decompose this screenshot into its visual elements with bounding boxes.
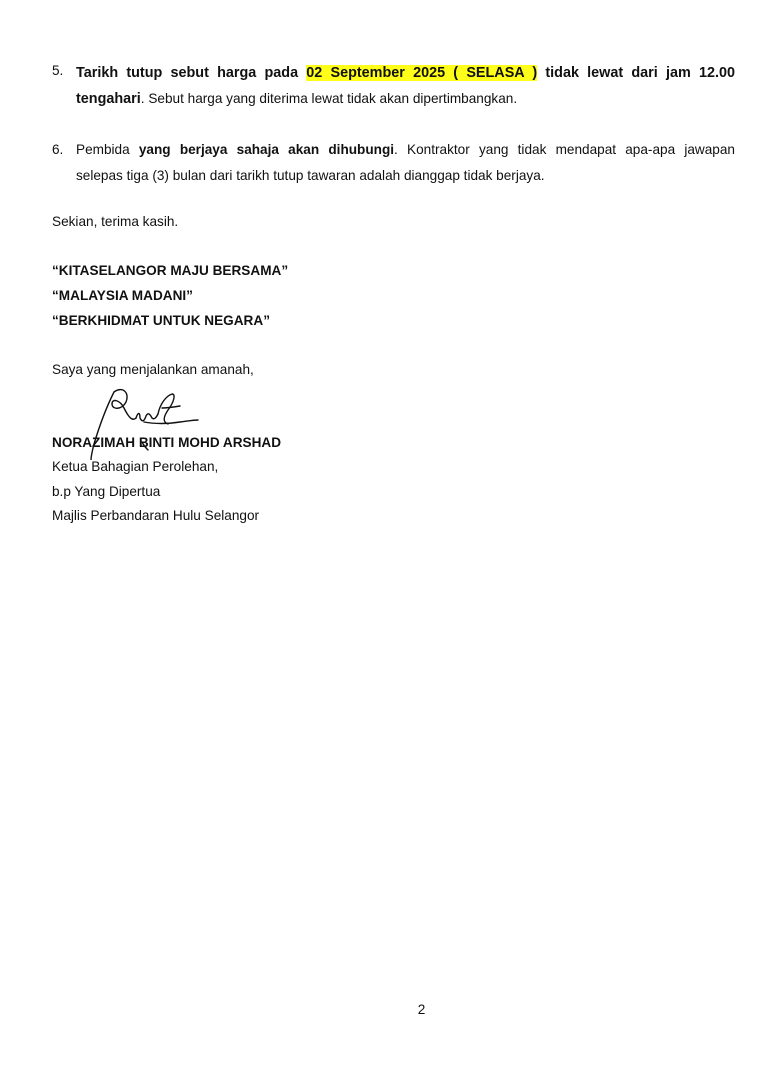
item-5-deadline: tidak lewat dari jam 12.00: [537, 65, 735, 81]
item-6-bold: yang berjaya sahaja akan dihubungi: [138, 142, 395, 157]
slogan-1: “KITASELANGOR MAJU BERSAMA”: [52, 263, 289, 278]
item-5-lead: Tarikh tutup sebut harga pada: [76, 65, 307, 81]
item-6: [52, 137, 735, 189]
signatory-on-behalf: b.p Yang Dipertua: [52, 484, 161, 499]
slogan-3: “BERKHIDMAT UNTUK NEGARA”: [52, 313, 270, 328]
item-5: [52, 60, 735, 112]
item-6-number: 6.: [52, 142, 64, 157]
item-5-tengahari: tengahari: [76, 91, 141, 107]
signatory-name: NORAZIMAH BINTI MOHD ARSHAD: [52, 435, 282, 450]
item-5-rest: . Sebut harga yang diterima lewat tidak akan dipertimbangkan.: [140, 91, 518, 106]
item-6-line-1: [76, 137, 735, 163]
item-6-lead: Pembida: [76, 142, 139, 157]
item-5-line-2: [76, 86, 735, 112]
item-5-line-1: [76, 60, 735, 86]
closing-text: Sekian, terima kasih.: [52, 214, 179, 229]
signoff-text: Saya yang menjalankan amanah,: [52, 362, 254, 377]
signatory-organization: Majlis Perbandaran Hulu Selangor: [52, 508, 260, 523]
item-6-line-2: selepas tiga (3) bulan dari tarikh tutup tawaran adalah dianggap tidak berjaya.: [76, 168, 545, 183]
item-6-post: . Kontraktor yang tidak mendapat apa-apa jawapan: [394, 142, 735, 157]
slogan-2: “MALAYSIA MADANI”: [52, 288, 193, 303]
item-5-number: 5.: [52, 63, 64, 78]
page-number: 2: [417, 1002, 426, 1017]
signatory-title: Ketua Bahagian Perolehan,: [52, 459, 219, 474]
closing-date-highlight: 02 September 2025 ( SELASA ): [306, 65, 538, 81]
